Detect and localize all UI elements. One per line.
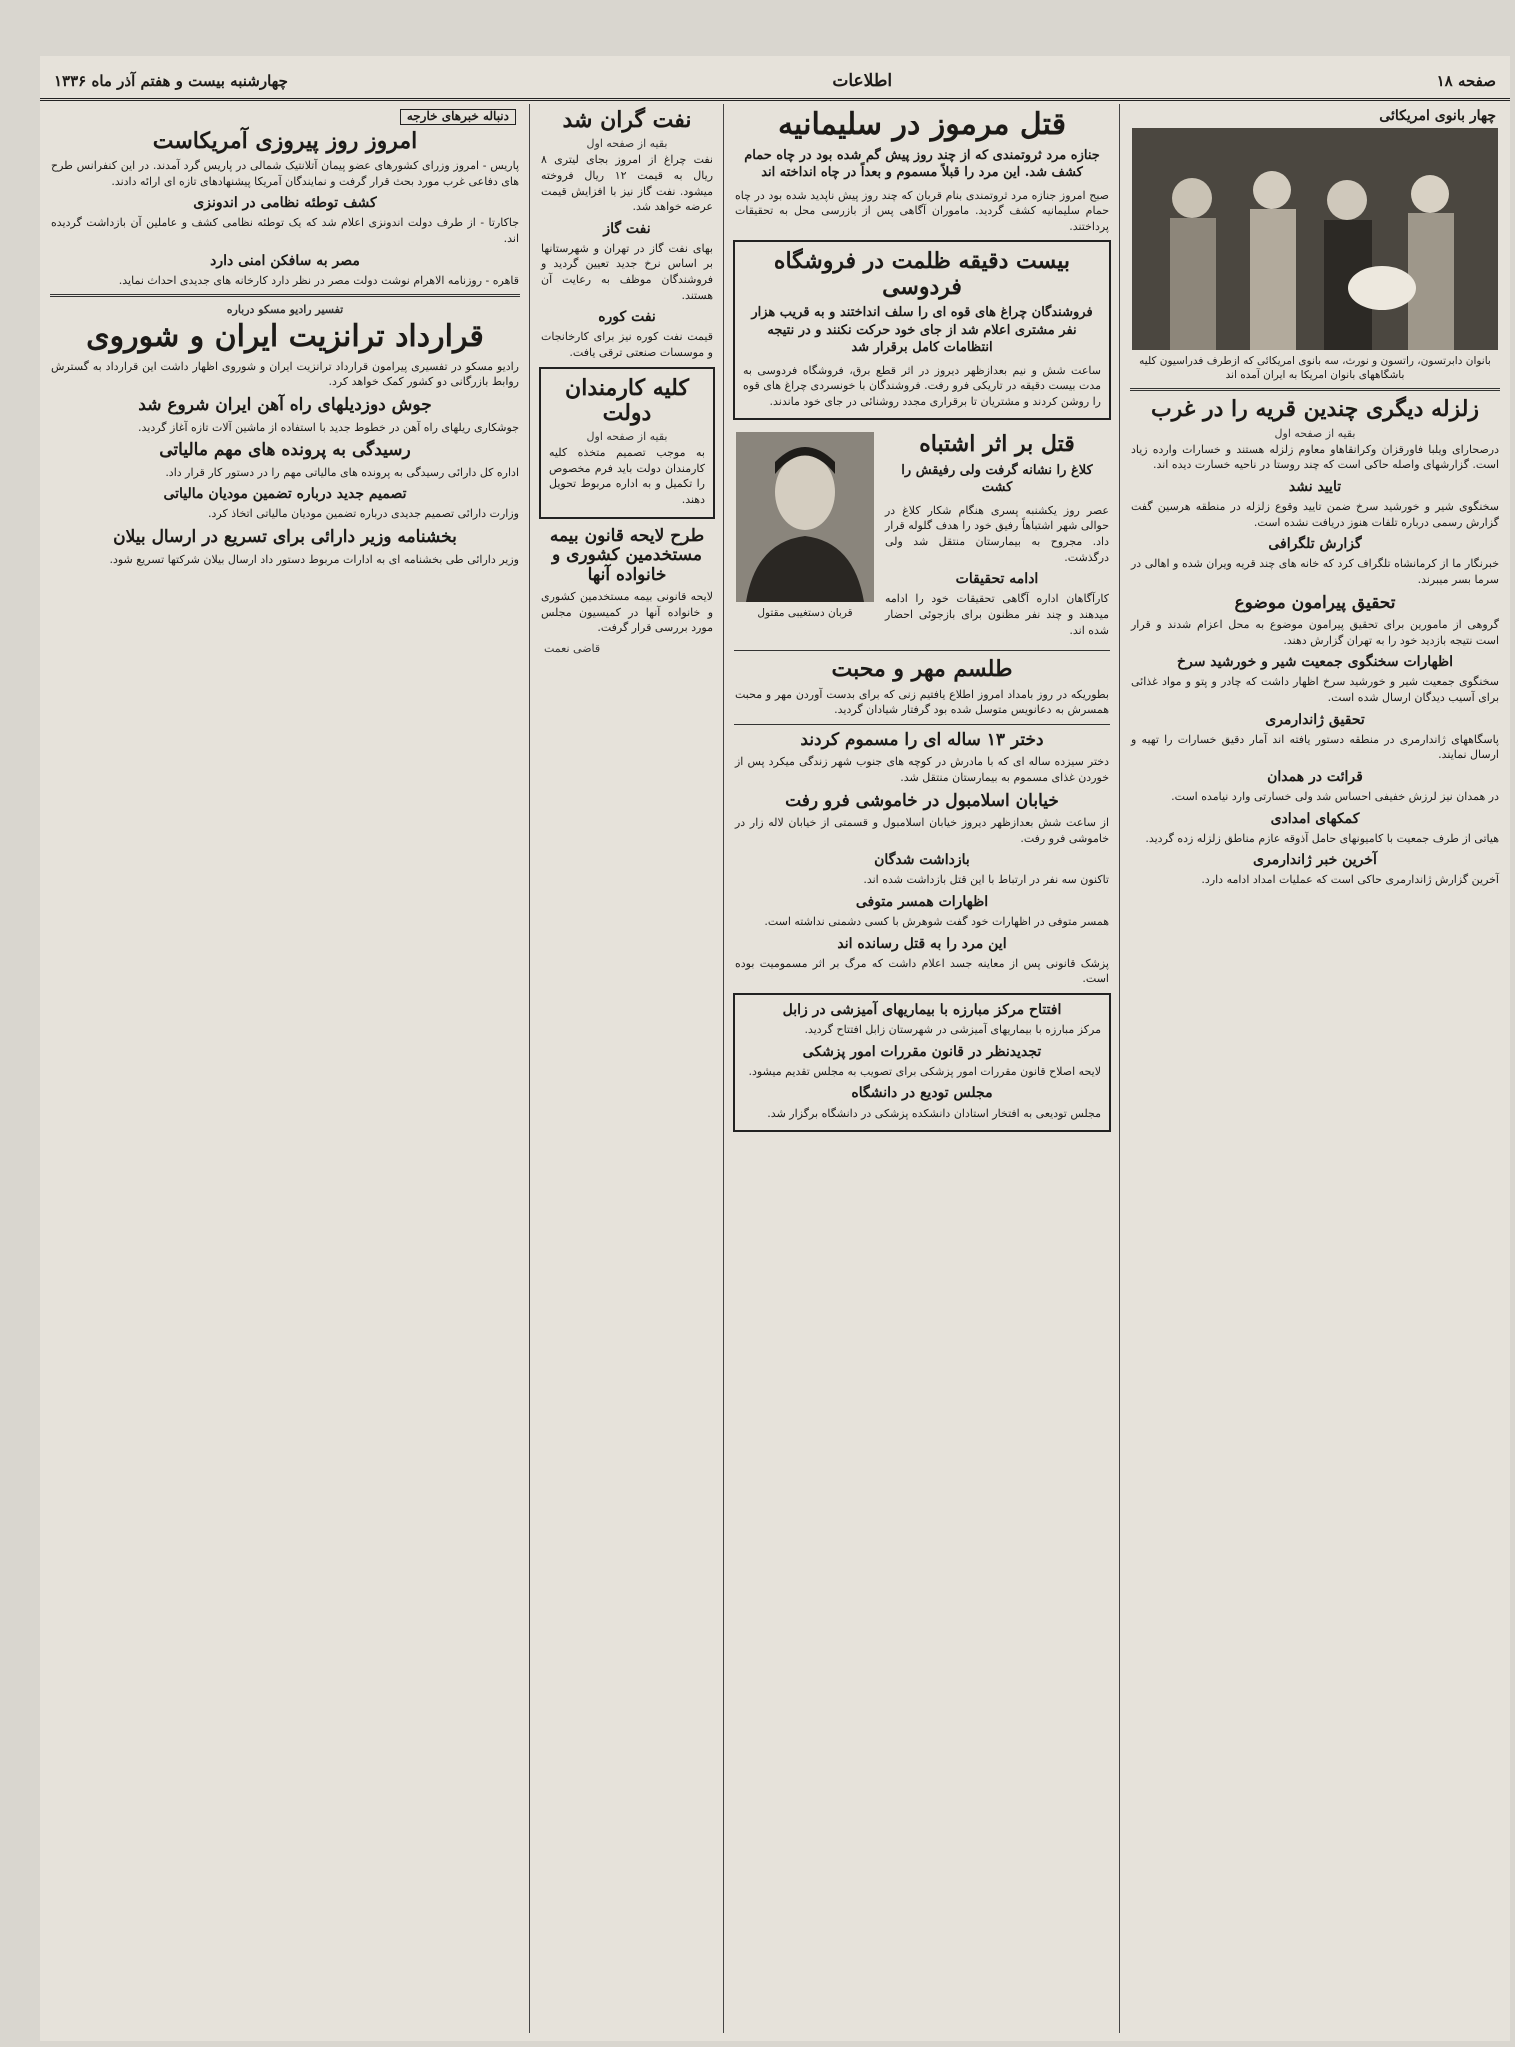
- article-last: آخرین گزارش ژاندارمری حاکی است که عملیات امداد ادامه دارد.: [1201, 873, 1499, 887]
- article-law: لایحه قانونی بیمه مستخدمین کشوری و خانواده آنها در کمیسیون مجلس مورد بررسی قرار گرفت.: [541, 590, 713, 635]
- article-oil: نفت چراغ از امروز بجای لیتری ۸ ریال به قیمت ۱۲ ریال فروخته میشود. نفت گاز نیز با افزایش قیمت عرضه خواهد شد.: [541, 153, 714, 214]
- headline-quake: زلزله دیگری چندین قریه را در غرب: [1150, 396, 1480, 423]
- page-number: صفحه ۱۸: [1436, 72, 1496, 90]
- article-arrest: تاکنون سه نفر در ارتباط با این قتل بازداشت شده اند.: [863, 873, 1109, 887]
- subhead-last: آخرین خبر ژاندارمری: [1253, 852, 1377, 869]
- subhead-telegraph: گزارش تلگرافی: [1268, 536, 1362, 553]
- headline-transit: قرارداد ترانزیت ایران و شوروی: [86, 319, 484, 355]
- article-rail: جوشکاری ریلهای راه آهن در خطوط جدید با استفاده از ماشین آلات تازه آغاز گردید.: [138, 420, 519, 434]
- portrait-photo: [736, 432, 874, 602]
- column-3: [536, 104, 718, 2033]
- article-decision: وزارت دارائی تصمیم جدیدی درباره تضمین مودیان مالیاتی اتخاذ کرد.: [208, 507, 519, 521]
- headline-accident: قتل بر اثر اشتباه: [919, 431, 1075, 458]
- subhead-dead: اظهارات همسر متوفی: [855, 893, 989, 910]
- radio-label: تفسیر رادیو مسکو درباره: [226, 303, 344, 317]
- article-gendarme: پاسگاههای ژاندارمری در منطقه دستور یافته اند آمار دقیق خسارات را تهیه و ارسال نمایند.: [1131, 732, 1499, 762]
- column-rule: [1119, 104, 1120, 2033]
- signature: قاضی نعمت: [544, 642, 601, 656]
- divider: [734, 724, 1110, 725]
- headline-rail: جوش دوزدیلهای راه آهن ایران شروع شد: [138, 395, 432, 416]
- masthead: [40, 64, 1510, 101]
- column-1: [1126, 104, 1504, 2033]
- accident-text: [880, 428, 1114, 644]
- article-dead: همسر متوفی در اظهارات خود گفت شوهرش با کسی دشمنی نداشته است.: [764, 915, 1109, 929]
- deck-store: فروشندگان چراغ های قوه ای را سلف انداختند و به قریب هزار نفر مشتری اعلام شد از جای خود حرکت نکنند و در نتیجه انتظامات کامل برقرار شد: [751, 305, 1093, 356]
- article-transit: رادیو مسکو در تفسیری پیرامون قرارداد ترانزیت ایران و شوروی اظهار داشت این قرارداد به گسترش روابط بازرگانی دو کشور کمک خواهد کرد.: [51, 359, 519, 389]
- article-indonesia: جاکارتا - از طرف دولت اندونزی اعلام شد که یک توطئه نظامی کشف و عاملین آن بازداشت گردیده اند.: [51, 216, 519, 246]
- headline-oil: نفت گران شد: [562, 107, 692, 133]
- headline-talisman: طلسم مهر و محبت: [831, 656, 1013, 683]
- photo-caption: بانوان دابرتسون، راتسون و نورث، سه بانوی امریکائی که ازطرف فدراسیون کلیه باشگاههای بانوان امریکا به ایران آمده اند: [1139, 355, 1491, 382]
- deck-murder: جنازه مرد ثروتمندی که از چند روز پیش گم شده بود در چاه حمام کشف شد. این مرد را قبلاً مسموم و بعداً در چاه انداخته اند: [744, 147, 1100, 181]
- divider: [1130, 388, 1500, 391]
- issue-date: چهارشنبه بیست و هفتم آذر ماه ۱۳۳۶: [54, 72, 288, 90]
- article-farewell: مجلس تودیعی به افتخار استادان دانشکده پزشکی در دانشگاه برگزار شد.: [767, 1106, 1101, 1120]
- article-murder: صبح امروز جنازه مرد ثروتمندی بنام قربان که چند روز پیش ناپدید شده بود در چاه حمام سلیمانیه کشف گردید. ماموران آگاهی پس از بازرسی محل به تحقیقات پرداختند.: [735, 188, 1109, 233]
- article-kerosene: بهای نفت گاز در تهران و شهرستانها بر اساس نرخ جدید تعیین گردید و فروشندگان موظف به رعایت آن هستند.: [541, 241, 713, 302]
- subhead-confirm: تایید نشد: [1288, 478, 1342, 495]
- headline-law: طرح لایحه قانون بیمه مستخدمین کشوری و خانواده آنها: [549, 525, 705, 585]
- article-accident: عصر روز یکشنبه پسری هنگام شکار کلاغ در حوالی شهر اشتباهاً رفیق خود را هدف گلوله قرار داد. مجروح به بیمارستان منتقل شد ولی درگذشت.: [885, 503, 1109, 564]
- article-egypt: قاهره - روزنامه الاهرام نوشت دولت مصر در نظر دارد کارخانه های جدیدی احداث نماید.: [118, 273, 519, 287]
- section-label: [46, 108, 516, 125]
- headline-murder: قتل مرموز در سلیمانیه: [777, 107, 1067, 142]
- headline-medical: تجدیدنظر در قانون مقررات امور پزشکی: [802, 1043, 1042, 1060]
- column-2: [730, 104, 1114, 2033]
- headline-indonesia: کشف توطئه نظامی در اندونزی: [193, 195, 377, 212]
- photo-figures-icon: [1132, 128, 1498, 350]
- health-box: [733, 993, 1111, 1132]
- headline-egypt: مصر به سافکن امنی دارد: [210, 252, 360, 269]
- continued-label: بقیه از صفحه اول: [586, 430, 668, 444]
- column-rule: [723, 104, 724, 2033]
- subhead-kerosene: نفت گاز: [603, 220, 651, 237]
- portrait-block: [730, 428, 880, 644]
- store-box: [733, 240, 1111, 420]
- article-hospital: مرکز مبارزه با بیماریهای آمیزشی در شهرستان زابل افتتاح گردید.: [804, 1023, 1101, 1037]
- divider: [50, 294, 520, 297]
- article-street: از ساعت شش بعدازظهر دیروز خیابان اسلامبول و قسمتی از خیابان لاله زار در خاموشی فرو رفت.: [735, 816, 1109, 845]
- subhead-investigate: تحقیق پیرامون موضوع: [1234, 592, 1396, 613]
- deck-accident: کلاغ را نشانه گرفت ولی رفیقش را کشت: [901, 462, 1093, 496]
- article-talisman: بطوریکه در روز بامداد امروز اطلاع یافتیم زنی که برای بدست آوردن مهر و محبت همسرش به دعانویس متوسل شده بود گرفتار شیادان گردید.: [735, 687, 1109, 717]
- article-tax: اداره کل دارائی رسیدگی به پرونده های مالیاتی مهم را در دستور کار قرار داد.: [165, 465, 519, 479]
- column-4: [46, 104, 524, 2033]
- photo-title: چهار بانوی امریکائی: [1379, 108, 1496, 124]
- article-store: ساعت شش و نیم بعدازظهر دیروز در اثر قطع برق، فروشگاه فردوسی به مدت بیست دقیقه در تاریکی فرو رفت. فروشندگان با خونسردی چراغ های قوه را روشن کردند و مشتریان تا برقراری مجدد روشنائی در جای خود ماندند.: [743, 363, 1101, 408]
- headline-girl: دختر ۱۳ ساله ای را مسموم کردند: [800, 729, 1044, 750]
- article-victory: پاریس - امروز وزرای کشورهای عضو پیمان آتلانتیک شمالی در پاریس گرد آمدند. در این کنفرانس طرح های دفاعی غرب مورد بحث قرار گرفت و نمایندگان آمریکا پیشنهادهای تازه ای ارائه دادند.: [51, 159, 519, 188]
- article-murderer: پزشک قانونی پس از معاینه جسد اعلام داشت که مرگ بر اثر مسمومیت بوده است.: [735, 956, 1109, 986]
- accident-row: [730, 428, 1114, 644]
- headline-gov: کلیه کارمندان دولت: [565, 374, 689, 426]
- subhead-murderer: این مرد را به قتل رسانده اند: [837, 935, 1007, 952]
- article-medical: لایحه اصلاح قانون مقررات امور پزشکی برای تصویب به مجلس تقدیم میشود.: [748, 1064, 1101, 1078]
- paper-name: اطلاعات: [832, 71, 893, 91]
- subhead-relief: کمکهای امدادی: [1270, 810, 1360, 827]
- article-quake: درصحارای ویلبا فاورقزان وکرانقاهاو معاوم زلزله هستند و خسارات وارده زیاد است. گزارشهای واصله حاکی است که چند روستا در ناحیه خسارت دیده اند.: [1131, 442, 1499, 472]
- headline-tax: رسیدگی به پرونده های مهم مالیاتی: [159, 440, 411, 461]
- article-followup: کارآگاهان اداره آگاهی تحقیقات خود را ادامه میدهند و چند نفر مظنون برای بازجوئی احضار شده اند.: [885, 592, 1109, 637]
- subhead-arrest: بازداشت شدگان: [874, 852, 970, 869]
- continued-label: بقیه از صفحه اول: [1274, 426, 1356, 440]
- divider: [734, 650, 1110, 651]
- subhead-coal: نفت کوره: [598, 309, 656, 326]
- section-tag: دنباله خبرهای خارجه: [400, 109, 516, 125]
- subhead-followup: ادامه تحقیقات: [955, 571, 1039, 588]
- article-coal: قیمت نفت کوره نیز برای کارخانجات و موسسات صنعتی ترقی یافت.: [541, 330, 713, 359]
- article-telegraph: خبرنگار ما از کرمانشاه تلگراف کرد که خانه های چند قریه ویران شده و اهالی در سرما بسر میبرند.: [1131, 557, 1499, 586]
- article-hamedan: در همدان نیز لرزش خفیفی احساس شد ولی خسارتی وارد نیامده است.: [1171, 790, 1499, 804]
- article-investigate: گروهی از مامورین برای تحقیق پیرامون موضوع به محل اعزام شدند و قرار است نتیجه بازدید خود را به تهران گزارش دهند.: [1131, 618, 1499, 647]
- subhead-hamedan: قرائت در همدان: [1267, 768, 1363, 785]
- headline-circular: بخشنامه وزیر دارائی برای تسریع در ارسال بیلان: [113, 527, 457, 548]
- column-rule: [529, 104, 530, 2033]
- article-confirm: سخنگوی شیر و خورشید سرخ ضمن تایید وقوع زلزله در منطقه هرسین گفت گزارش رسمی درباره تلفات هنوز دریافت نشده است.: [1131, 500, 1499, 529]
- headline-decision: تصمیم جدید درباره تضمین مودیان مالیاتی: [163, 486, 407, 503]
- headline-victory: امروز روز پیروزی آمریکاست: [152, 127, 418, 154]
- headline-hospital: افتتاح مرکز مبارزه با بیماریهای آمیزشی در زابل: [782, 1002, 1062, 1018]
- newspaper-page: [40, 56, 1510, 2041]
- portrait-caption: قربان دستغیبی مقتول: [757, 607, 853, 620]
- article-relief: هیاتی از طرف جمعیت با کامیونهای حامل آذوقه عازم مناطق زلزله زده گردید.: [1145, 831, 1499, 845]
- article-gov: به موجب تصمیم متخذه کلیه کارمندان دولت باید فرم مخصوص را تکمیل و به اداره مربوط تحویل دهند.: [549, 446, 705, 506]
- continued-label: بقیه از صفحه اول: [586, 137, 668, 151]
- subhead-gendarme: تحقیق ژاندارمری: [1265, 711, 1365, 728]
- portrait-icon: [736, 432, 874, 602]
- article-circular: وزیر دارائی طی بخشنامه ای به ادارات مربوط دستور داد ارسال بیلان شرکتها تسریع شود.: [109, 552, 519, 566]
- news-photo: [1132, 128, 1498, 350]
- gov-box: [539, 367, 715, 519]
- headline-store: بیست دقیقه ظلمت در فروشگاه فردوسی: [773, 248, 1071, 300]
- article-girl: دختر سیزده ساله ای که با مادرش در کوچه های جنوب شهر زندگی میکرد پس از خوردن غذای مسموم به بیمارستان منتقل شد.: [735, 755, 1109, 784]
- subhead-redcross: اظهارات سخنگوی جمعیت شیر و خورشید سرخ: [1176, 654, 1454, 671]
- headline-street: خیابان اسلامبول در خاموشی فرو رفت: [785, 790, 1059, 811]
- article-redcross: سخنگوی جمعیت شیر و خورشید سرخ اظهار داشت که چادر و پتو و مواد غذائی برای آسیب دیدگان ارسال شده است.: [1131, 675, 1499, 705]
- headline-farewell: مجلس تودیع در دانشگاه: [851, 1085, 993, 1102]
